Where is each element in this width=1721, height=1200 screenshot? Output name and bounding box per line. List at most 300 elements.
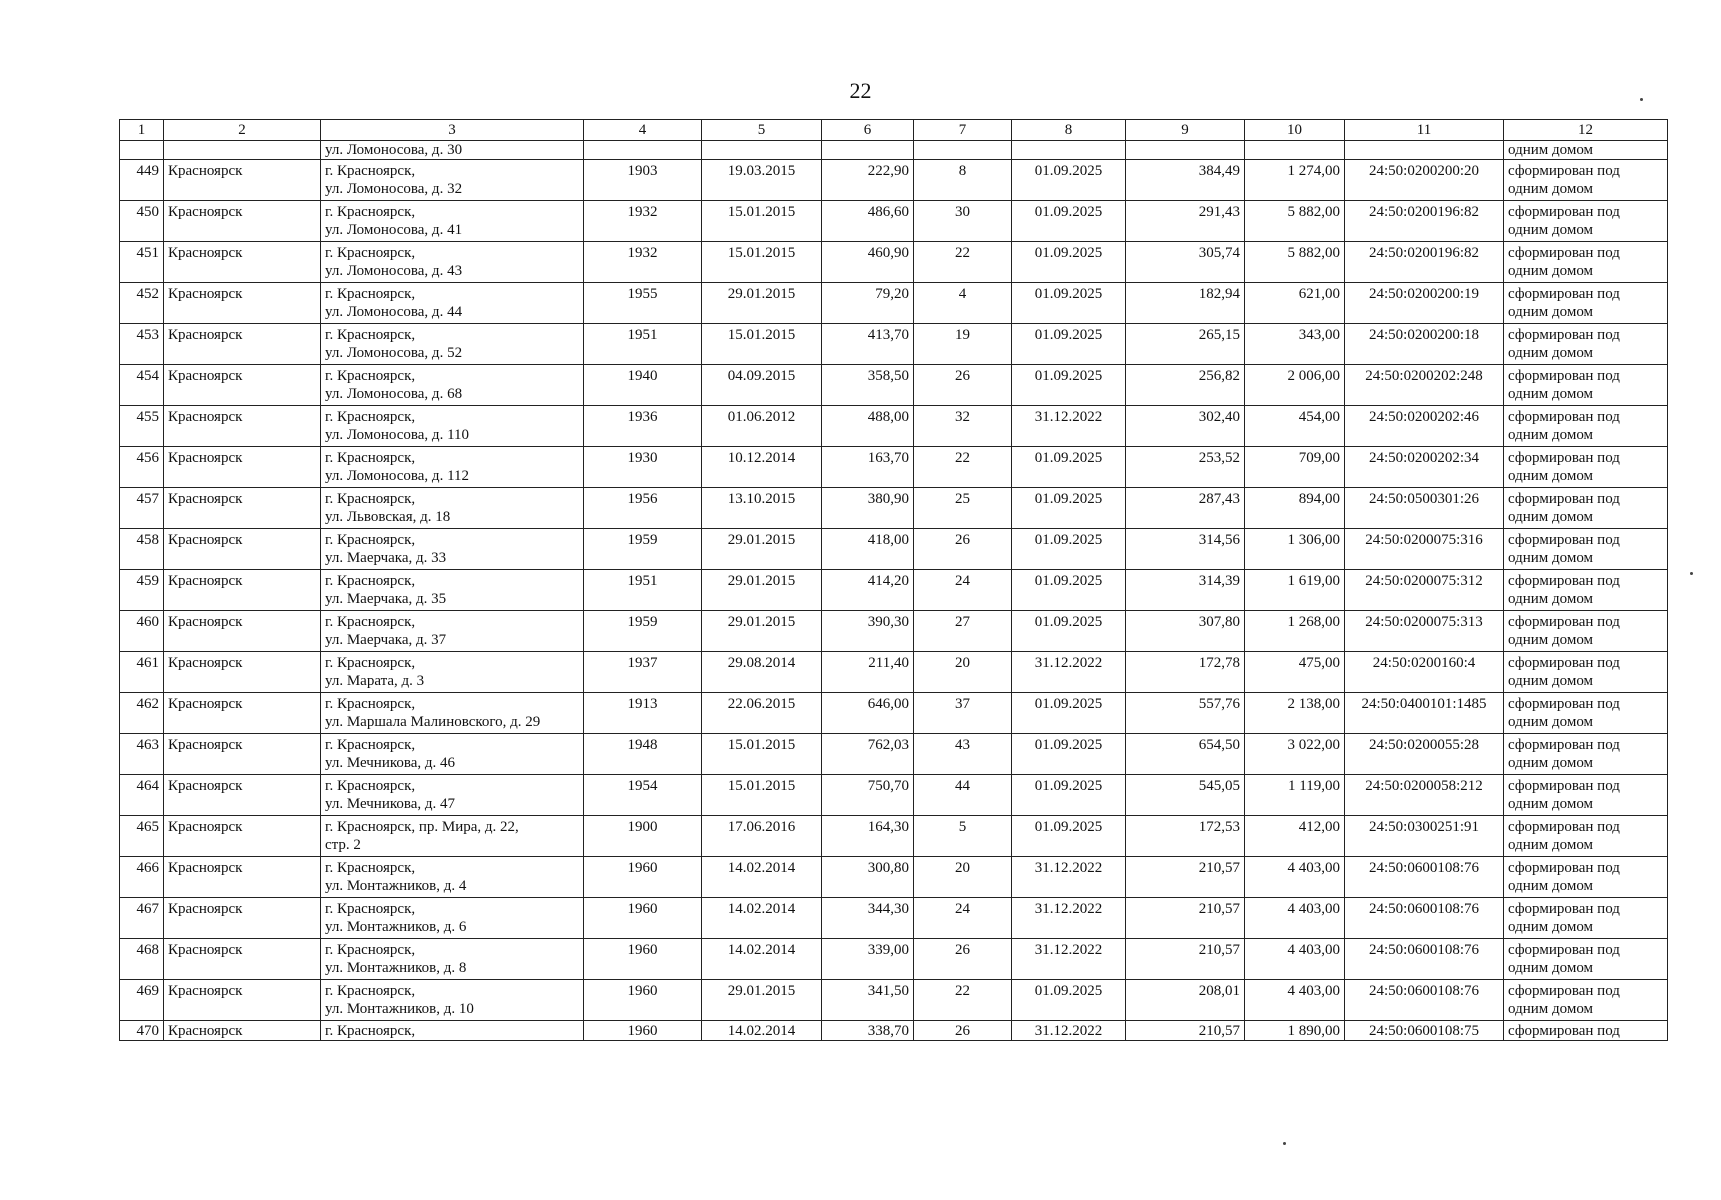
address-cell-line2: ул. Марата, д. 3 — [325, 673, 425, 689]
area-cell: 646,00 — [822, 693, 914, 734]
area-cell: 163,70 — [822, 447, 914, 488]
value-cell: 4 403,00 — [1245, 980, 1345, 1021]
col-header: 2 — [164, 120, 321, 141]
table-row — [120, 324, 1668, 365]
value-cell: 307,80 — [1126, 611, 1245, 652]
address-cell-line2: ул. Ломоносова, д. 52 — [325, 345, 463, 361]
deadline-cell: 31.12.2022 — [1012, 1021, 1126, 1041]
status-cell — [1504, 939, 1668, 980]
area-cell: 300,80 — [822, 857, 914, 898]
area-cell: 339,00 — [822, 939, 914, 980]
value-cell: 4 403,00 — [1245, 939, 1345, 980]
address-cell — [321, 283, 584, 324]
area-cell: 750,70 — [822, 775, 914, 816]
date-cell: 29.01.2015 — [702, 611, 822, 652]
count-cell: 26 — [914, 365, 1012, 406]
status-cell-line1: сформирован под — [1508, 778, 1620, 794]
continuation-row — [120, 141, 1668, 160]
date-cell: 15.01.2015 — [702, 734, 822, 775]
status-cell — [1504, 980, 1668, 1021]
address-cell-line1: г. Красноярск, — [325, 368, 416, 384]
address-cell-line2: ул. Мечникова, д. 46 — [325, 755, 456, 771]
status-cell — [1504, 488, 1668, 529]
address-cell — [321, 406, 584, 447]
year-cell: 1960 — [584, 1021, 702, 1041]
table-row — [120, 488, 1668, 529]
status-cell-line2: одним домом — [1508, 550, 1594, 566]
value-cell: 1 890,00 — [1245, 1021, 1345, 1041]
address-cell-line2: ул. Ломоносова, д. 44 — [325, 304, 463, 320]
city-cell: Красноярск — [164, 488, 321, 529]
date-cell: 29.08.2014 — [702, 652, 822, 693]
count-cell: 27 — [914, 611, 1012, 652]
value-cell: 654,50 — [1126, 734, 1245, 775]
status-cell-line1: сформирован под — [1508, 983, 1620, 999]
status-cell-line1: сформирован под — [1508, 655, 1620, 671]
deadline-cell: 01.09.2025 — [1012, 570, 1126, 611]
value-cell: 2 006,00 — [1245, 365, 1345, 406]
count-cell: 20 — [914, 857, 1012, 898]
row-number: 449 — [120, 160, 164, 201]
row-number: 461 — [120, 652, 164, 693]
status-cell — [1504, 242, 1668, 283]
address-cell-line1: г. Красноярск, — [325, 655, 416, 671]
area-cell: 390,30 — [822, 611, 914, 652]
count-cell: 20 — [914, 652, 1012, 693]
column-number-header — [120, 120, 1668, 141]
count-cell: 5 — [914, 816, 1012, 857]
year-cell: 1959 — [584, 529, 702, 570]
status-cell-line1: сформирован под — [1508, 942, 1620, 958]
count-cell: 25 — [914, 488, 1012, 529]
status-cell-line2: одним домом — [1508, 386, 1594, 402]
value-cell: 287,43 — [1126, 488, 1245, 529]
address-cell-line1: г. Красноярск, — [325, 614, 416, 630]
address-cell-line2: ул. Ломоносова, д. 112 — [325, 468, 470, 484]
count-cell: 44 — [914, 775, 1012, 816]
status-cell-line1: сформирован под — [1508, 245, 1620, 261]
col-header: 3 — [321, 120, 584, 141]
address-cell-line1: г. Красноярск, — [325, 409, 416, 425]
deadline-cell: 01.09.2025 — [1012, 529, 1126, 570]
status-cell-line2: одним домом — [1508, 673, 1594, 689]
value-cell: 5 882,00 — [1245, 201, 1345, 242]
value-cell: 4 403,00 — [1245, 898, 1345, 939]
deadline-cell: 01.09.2025 — [1012, 693, 1126, 734]
address-cell-line2: ул. Монтажников, д. 8 — [325, 960, 467, 976]
col-header: 12 — [1504, 120, 1668, 141]
register-table — [119, 119, 1668, 1041]
address-cell-line1: г. Красноярск, пр. Мира, д. 22, — [325, 819, 519, 835]
status-cell-line2: одним домом — [1508, 960, 1594, 976]
scan-speck — [1690, 572, 1693, 575]
address-cell — [321, 816, 584, 857]
cadastre-cell: 24:50:0200200:19 — [1345, 283, 1504, 324]
address-cell — [321, 529, 584, 570]
table-row — [120, 775, 1668, 816]
deadline-cell: 01.09.2025 — [1012, 611, 1126, 652]
area-cell: 164,30 — [822, 816, 914, 857]
address-cell — [321, 447, 584, 488]
city-cell: Красноярск — [164, 857, 321, 898]
status-cell-line1: сформирован под — [1508, 860, 1620, 876]
status-cell — [1504, 734, 1668, 775]
table-row — [120, 160, 1668, 201]
address-cell — [321, 939, 584, 980]
address-cell — [321, 570, 584, 611]
address-cell-line1: г. Красноярск, — [325, 778, 416, 794]
status-cell-line2: одним домом — [1508, 796, 1594, 812]
address-cell-line2: ул. Мечникова, д. 47 — [325, 796, 456, 812]
address-cell-line2: стр. 2 — [325, 837, 361, 853]
value-cell: 291,43 — [1126, 201, 1245, 242]
value-cell: 1 274,00 — [1245, 160, 1345, 201]
value-cell: 210,57 — [1126, 939, 1245, 980]
row-number: 457 — [120, 488, 164, 529]
table-row — [120, 611, 1668, 652]
deadline-cell: 01.09.2025 — [1012, 201, 1126, 242]
city-cell: Красноярск — [164, 734, 321, 775]
value-cell: 210,57 — [1126, 898, 1245, 939]
area-cell: 460,90 — [822, 242, 914, 283]
value-cell: 182,94 — [1126, 283, 1245, 324]
date-cell: 29.01.2015 — [702, 283, 822, 324]
value-cell: 621,00 — [1245, 283, 1345, 324]
row-number: 466 — [120, 857, 164, 898]
address-cell-line1: г. Красноярск, — [325, 245, 416, 261]
value-cell: 253,52 — [1126, 447, 1245, 488]
date-cell: 15.01.2015 — [702, 775, 822, 816]
scan-speck — [1640, 98, 1643, 101]
deadline-cell: 31.12.2022 — [1012, 898, 1126, 939]
address-cell-line1: г. Красноярск, — [325, 737, 416, 753]
row-number: 463 — [120, 734, 164, 775]
status-cell-line1: сформирован под — [1508, 737, 1620, 753]
year-cell: 1937 — [584, 652, 702, 693]
status-cell-line2: одним домом — [1508, 263, 1594, 279]
deadline-cell: 31.12.2022 — [1012, 406, 1126, 447]
address-cell — [321, 775, 584, 816]
city-cell: Красноярск — [164, 242, 321, 283]
address-cell-line1: г. Красноярск, — [325, 573, 416, 589]
city-cell: Красноярск — [164, 652, 321, 693]
city-cell: Красноярск — [164, 447, 321, 488]
date-cell: 13.10.2015 — [702, 488, 822, 529]
value-cell: 172,53 — [1126, 816, 1245, 857]
cadastre-cell: 24:50:0600108:76 — [1345, 980, 1504, 1021]
year-cell: 1960 — [584, 898, 702, 939]
date-cell: 10.12.2014 — [702, 447, 822, 488]
year-cell: 1913 — [584, 693, 702, 734]
address-cell — [321, 365, 584, 406]
year-cell: 1903 — [584, 160, 702, 201]
status-cell-line2: одним домом — [1508, 591, 1594, 607]
year-cell: 1951 — [584, 324, 702, 365]
city-cell: Красноярск — [164, 406, 321, 447]
row-number: 468 — [120, 939, 164, 980]
area-cell: 762,03 — [822, 734, 914, 775]
value-cell: 2 138,00 — [1245, 693, 1345, 734]
year-cell: 1960 — [584, 980, 702, 1021]
table-row — [120, 816, 1668, 857]
table-row — [120, 570, 1668, 611]
value-cell: 1 306,00 — [1245, 529, 1345, 570]
cadastre-cell: 24:50:0500301:26 — [1345, 488, 1504, 529]
status-cell-line2: одним домом — [1508, 427, 1594, 443]
table-row — [120, 406, 1668, 447]
status-cell-line1: сформирован под — [1508, 491, 1620, 507]
status-cell-line2: одним домом — [1508, 345, 1594, 361]
count-cell: 24 — [914, 898, 1012, 939]
value-cell: 302,40 — [1126, 406, 1245, 447]
address-cell — [321, 857, 584, 898]
area-cell: 488,00 — [822, 406, 914, 447]
status-cell-line2: одним домом — [1508, 509, 1594, 525]
count-cell: 4 — [914, 283, 1012, 324]
status-cell-line1: сформирован под — [1508, 163, 1620, 179]
row-number: 462 — [120, 693, 164, 734]
value-cell: 1 619,00 — [1245, 570, 1345, 611]
value-cell: 208,01 — [1126, 980, 1245, 1021]
address-cell-line1: г. Красноярск, — [325, 860, 416, 876]
count-cell: 22 — [914, 980, 1012, 1021]
deadline-cell: 01.09.2025 — [1012, 283, 1126, 324]
status-cell — [1504, 857, 1668, 898]
deadline-cell: 01.09.2025 — [1012, 324, 1126, 365]
address-cell-line2: ул. Монтажников, д. 4 — [325, 878, 467, 894]
value-cell: 545,05 — [1126, 775, 1245, 816]
status-cell-line2: одним домом — [1508, 468, 1594, 484]
status-cell-line1: сформирован под — [1508, 409, 1620, 425]
date-cell: 15.01.2015 — [702, 324, 822, 365]
year-cell: 1948 — [584, 734, 702, 775]
address-cell-line2: ул. Ломоносова, д. 68 — [325, 386, 463, 402]
row-number: 465 — [120, 816, 164, 857]
status-cell — [1504, 529, 1668, 570]
status-cell-line2: одним домом — [1508, 632, 1594, 648]
status-cell — [1504, 652, 1668, 693]
deadline-cell: 31.12.2022 — [1012, 857, 1126, 898]
row-number: 467 — [120, 898, 164, 939]
date-cell: 22.06.2015 — [702, 693, 822, 734]
cadastre-cell: 24:50:0200202:34 — [1345, 447, 1504, 488]
date-cell: 29.01.2015 — [702, 529, 822, 570]
city-cell: Красноярск — [164, 693, 321, 734]
city-cell: Красноярск — [164, 898, 321, 939]
table-row — [120, 693, 1668, 734]
area-cell: 358,50 — [822, 365, 914, 406]
col-header: 6 — [822, 120, 914, 141]
cadastre-cell: 24:50:0200202:248 — [1345, 365, 1504, 406]
deadline-cell: 01.09.2025 — [1012, 734, 1126, 775]
area-cell: 79,20 — [822, 283, 914, 324]
col-header: 10 — [1245, 120, 1345, 141]
cadastre-cell: 24:50:0200196:82 — [1345, 242, 1504, 283]
status-cell-line1: сформирован под — [1508, 819, 1620, 835]
count-cell: 43 — [914, 734, 1012, 775]
date-cell: 14.02.2014 — [702, 898, 822, 939]
status-cell — [1504, 898, 1668, 939]
address-cell — [321, 611, 584, 652]
count-cell: 22 — [914, 447, 1012, 488]
value-cell: 314,39 — [1126, 570, 1245, 611]
status-cell — [1504, 324, 1668, 365]
date-cell: 29.01.2015 — [702, 980, 822, 1021]
address-cell — [321, 693, 584, 734]
address-cell-line2: ул. Маерчака, д. 37 — [325, 632, 447, 648]
status-cell-line1: сформирован под — [1508, 204, 1620, 220]
value-cell: 4 403,00 — [1245, 857, 1345, 898]
col-header: 1 — [120, 120, 164, 141]
city-cell: Красноярск — [164, 201, 321, 242]
value-cell: 1 268,00 — [1245, 611, 1345, 652]
year-cell: 1940 — [584, 365, 702, 406]
deadline-cell: 31.12.2022 — [1012, 652, 1126, 693]
status-cell-line2: одним домом — [1508, 714, 1594, 730]
count-cell: 26 — [914, 1021, 1012, 1041]
status-cell-line2: одним домом — [1508, 878, 1594, 894]
col-header: 8 — [1012, 120, 1126, 141]
status-cell-line2: одним домом — [1508, 1001, 1594, 1017]
year-cell: 1956 — [584, 488, 702, 529]
row-number: 460 — [120, 611, 164, 652]
cadastre-cell: 24:50:0200075:313 — [1345, 611, 1504, 652]
city-cell: Красноярск — [164, 939, 321, 980]
table-row — [120, 652, 1668, 693]
city-cell: Красноярск — [164, 1021, 321, 1041]
address-cell-line1: г. Красноярск, — [325, 491, 416, 507]
city-cell: Красноярск — [164, 365, 321, 406]
table-row — [120, 980, 1668, 1021]
address-cell — [321, 734, 584, 775]
cadastre-cell: 24:50:0400101:1485 — [1345, 693, 1504, 734]
page-number: 22 — [849, 78, 872, 103]
date-cell: 14.02.2014 — [702, 939, 822, 980]
table-row — [120, 201, 1668, 242]
area-cell: 222,90 — [822, 160, 914, 201]
year-cell: 1960 — [584, 857, 702, 898]
address-cell-line2: ул. Монтажников, д. 6 — [325, 919, 467, 935]
cadastre-cell: 24:50:0200075:316 — [1345, 529, 1504, 570]
city-cell: Красноярск — [164, 529, 321, 570]
deadline-cell: 31.12.2022 — [1012, 939, 1126, 980]
address-cell — [321, 242, 584, 283]
area-cell: 413,70 — [822, 324, 914, 365]
address-cell-line1: г. Красноярск, — [325, 450, 416, 466]
city-cell: Красноярск — [164, 283, 321, 324]
row-number: 453 — [120, 324, 164, 365]
status-cell — [1504, 201, 1668, 242]
address-cell — [321, 898, 584, 939]
area-cell: 344,30 — [822, 898, 914, 939]
area-cell: 414,20 — [822, 570, 914, 611]
value-cell: 305,74 — [1126, 242, 1245, 283]
count-cell: 22 — [914, 242, 1012, 283]
area-cell: 486,60 — [822, 201, 914, 242]
status-cell — [1504, 447, 1668, 488]
area-cell: 211,40 — [822, 652, 914, 693]
status-cell-line1: сформирован под — [1508, 696, 1620, 712]
col-header: 11 — [1345, 120, 1504, 141]
deadline-cell: 01.09.2025 — [1012, 160, 1126, 201]
row-number: 451 — [120, 242, 164, 283]
date-cell: 14.02.2014 — [702, 857, 822, 898]
col-header: 5 — [702, 120, 822, 141]
address-cell-line2: ул. Монтажников, д. 10 — [325, 1001, 474, 1017]
status-cell — [1504, 365, 1668, 406]
row-number: 450 — [120, 201, 164, 242]
col-header: 9 — [1126, 120, 1245, 141]
address-cell — [321, 980, 584, 1021]
col-header: 7 — [914, 120, 1012, 141]
year-cell: 1954 — [584, 775, 702, 816]
address-cell — [321, 488, 584, 529]
area-cell: 380,90 — [822, 488, 914, 529]
value-cell: 210,57 — [1126, 857, 1245, 898]
address-cell-line1: г. Красноярск, — [325, 163, 416, 179]
cadastre-cell: 24:50:0200160:4 — [1345, 652, 1504, 693]
cadastre-cell: 24:50:0200202:46 — [1345, 406, 1504, 447]
count-cell: 30 — [914, 201, 1012, 242]
year-cell: 1955 — [584, 283, 702, 324]
table-row — [120, 898, 1668, 939]
address-cell-line1: г. Красноярск, — [325, 327, 416, 343]
value-cell: 210,57 — [1126, 1021, 1245, 1041]
deadline-cell: 01.09.2025 — [1012, 980, 1126, 1021]
status-cell — [1504, 406, 1668, 447]
table-row — [120, 447, 1668, 488]
date-cell: 04.09.2015 — [702, 365, 822, 406]
row-number: 469 — [120, 980, 164, 1021]
status-cell-line2: одним домом — [1508, 919, 1594, 935]
value-cell: 265,15 — [1126, 324, 1245, 365]
value-cell: 1 119,00 — [1245, 775, 1345, 816]
status-cell: одним домом — [1504, 141, 1668, 160]
status-cell-line2: одним домом — [1508, 304, 1594, 320]
status-cell-line1: сформирован под — [1508, 532, 1620, 548]
cadastre-cell: 24:50:0200058:212 — [1345, 775, 1504, 816]
date-cell: 19.03.2015 — [702, 160, 822, 201]
status-cell — [1504, 283, 1668, 324]
date-cell: 14.02.2014 — [702, 1021, 822, 1041]
address-cell: г. Красноярск, — [321, 1021, 584, 1041]
row-number: 470 — [120, 1021, 164, 1041]
table-row — [120, 939, 1668, 980]
address-cell — [321, 324, 584, 365]
cadastre-cell: 24:50:0600108:76 — [1345, 939, 1504, 980]
scan-speck — [1283, 1142, 1286, 1145]
status-cell — [1504, 775, 1668, 816]
address-cell — [321, 652, 584, 693]
row-number: 454 — [120, 365, 164, 406]
status-cell-line1: сформирован под — [1508, 573, 1620, 589]
status-cell-line1: сформирован под — [1508, 327, 1620, 343]
status-cell-line1: сформирован под — [1508, 286, 1620, 302]
status-cell-line2: одним домом — [1508, 837, 1594, 853]
deadline-cell: 01.09.2025 — [1012, 365, 1126, 406]
status-cell — [1504, 160, 1668, 201]
deadline-cell: 01.09.2025 — [1012, 775, 1126, 816]
cadastre-cell: 24:50:0200055:28 — [1345, 734, 1504, 775]
table-row — [120, 529, 1668, 570]
address-cell-line2: ул. Ломоносова, д. 110 — [325, 427, 470, 443]
deadline-cell: 01.09.2025 — [1012, 816, 1126, 857]
value-cell: 454,00 — [1245, 406, 1345, 447]
city-cell: Красноярск — [164, 570, 321, 611]
address-cell — [321, 201, 584, 242]
status-cell-line1: сформирован под — [1508, 614, 1620, 630]
deadline-cell: 01.09.2025 — [1012, 447, 1126, 488]
